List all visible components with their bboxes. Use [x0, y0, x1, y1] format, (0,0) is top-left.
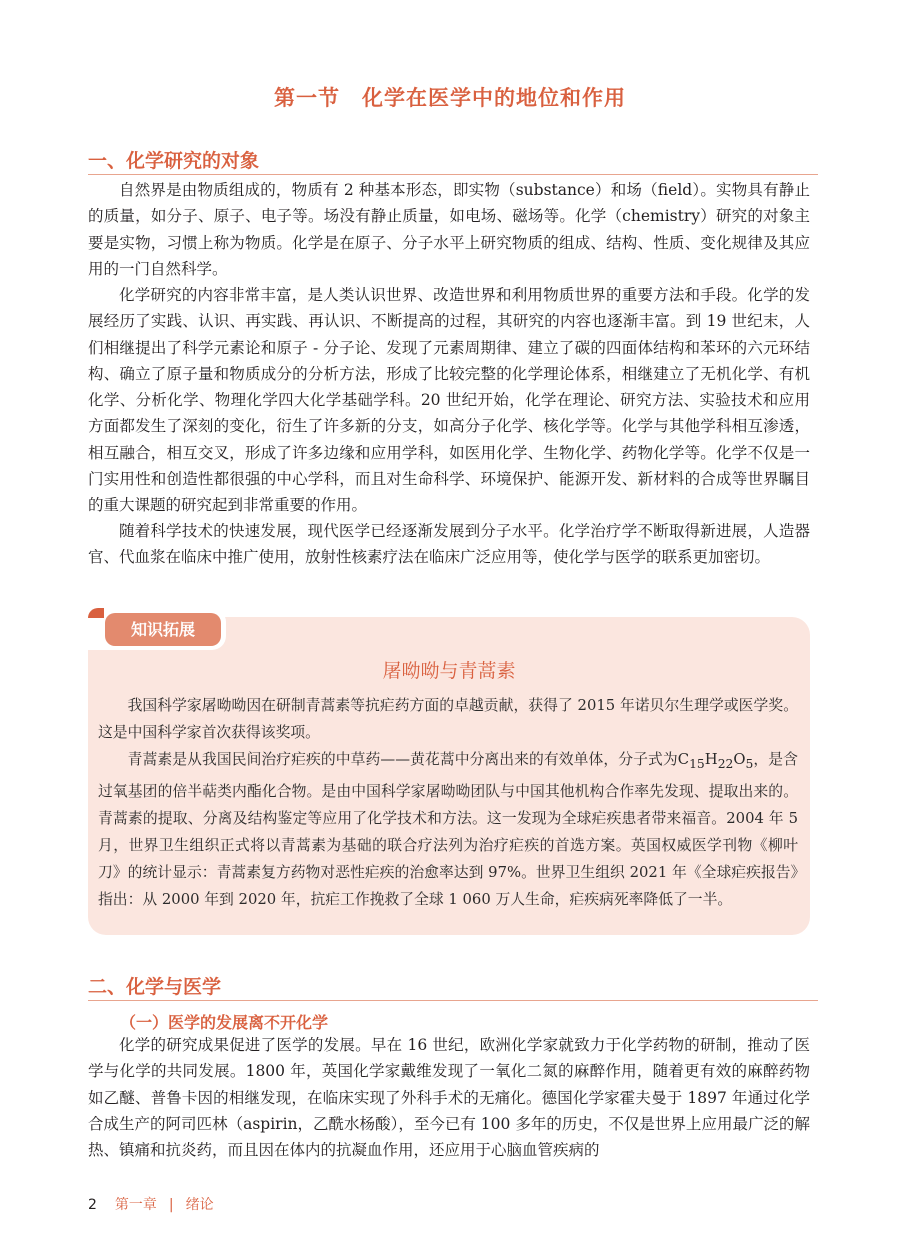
- section-heading-2-text: 二、化学与医学: [88, 976, 222, 998]
- footer-separator: |: [168, 1197, 174, 1213]
- formula-c-sub: 15: [689, 756, 705, 771]
- formula: [677, 751, 754, 771]
- paragraph: 自然界是由物质组成的，物质有 2 种基本形态，即实物（substance）和场（field）。实物具有静止的质量，如分子、原子、电子等。场没有静止质量，如电场、磁场等。化学（chemistry）研究的对象主要是实物，习惯上称为物质。化学是在原子、分子水平上研究物质的组成、结构、性质、变化规律及其应用的一门自然科学。: [88, 181, 810, 278]
- paragraph: 化学的研究成果促进了医学的发展。早在 16 世纪，欧洲化学家就致力于化学药物的研制，推动了医学与化学的共同发展。1800 年，英国化学家戴维发现了一氧化二氮的麻醉作用，随着更有效的麻醉药物如乙醚、普鲁卡因的相继发现，在临床实现了外科手术的无痛化。德国化学家霍夫曼于 1897 年通过化学合成生产的阿司匹林（aspirin，乙酰水杨酸），至今已有 100 多年的历史，不仅是世界上应用最广泛的解热、镇痛和抗炎药，而且因在体内的抗凝血作用，还应用于心脑血管疾病的: [88, 1036, 810, 1160]
- paragraph: 化学研究的内容非常丰富，是人类认识世界、改造世界和利用物质世界的重要方法和手段。化学的发展经历了实践、认识、再实践、再认识、不断提高的过程，其研究的内容也逐渐丰富。到 19 世纪末，人们相继提出了科学元素论和原子 - 分子论、发现了元素周期律、建立了碳的四面体结构和苯环的六元环结构、确立了原子量和物质成分的分析方法，形成了比较完整的化学理论体系，相继建立了无机化学、有机化学、分析化学、物理化学四大化学基础学科。20 世纪开始，化学在理论、研究方法、实验技术和应用方面都发生了深刻的变化，衍生了许多新的分支，如高分子化学、核化学等。化学与其他学科相互渗透，相互融合，相互交叉，形成了许多边缘和应用学科，如医用化学、生物化学、药物化学等。化学不仅是一门实用性和创造性都很强的中心学科，而且对生命科学、环境保护、能源开发、新材料的合成等世界瞩目的重大课题的研究起到非常重要的作用。: [88, 286, 810, 515]
- formula-h-sub: 22: [717, 756, 734, 771]
- formula-c: C: [677, 751, 690, 768]
- section-heading-2: [88, 972, 818, 999]
- knowledge-box-tab-accent: [88, 608, 104, 618]
- page-title: 第一节 化学在医学中的地位和作用: [274, 86, 626, 110]
- knowledge-box-tab-label: 知识拓展: [105, 613, 221, 646]
- knowledge-box-title: 屠呦呦与青蒿素: [382, 660, 516, 682]
- section-rule: [88, 1000, 818, 1001]
- section-rule: [88, 174, 818, 175]
- footer-chapter: 第一章: [114, 1197, 157, 1213]
- box-paragraph-lead: 青蒿素是从我国民间治疗疟疾的中草药——黄花蒿中分离出来的有效单体，分子式为: [127, 751, 678, 768]
- sub-heading: （一）医学的发展离不开化学: [120, 1013, 329, 1032]
- box-paragraph: [98, 746, 798, 913]
- page-number: 2: [88, 1197, 97, 1213]
- box-paragraph-rest: ，是含过氧基团的倍半萜类内酯化合物。是由中国科学家屠呦呦团队与中国其他机构合作率先发现、提取出来的。青蒿素的提取、分离及结构鉴定等应用了化学技术和方法。这一发现为全球疟疾患者带来福音。2004 年 5 月，世界卫生组织正式将以青蒿素为基础的联合疗法列为治疗疟疾的首选方案。英国权威医学刊物《柳叶刀》的统计显示：青蒿素复方药物对恶性疟疾的治愈率达到 97%。世界卫生组织 2021 年《全球疟疾报告》指出：从 2000 年到 2020 年，抗疟工作挽救了全球 1 060 万人生命，疟疾病死率降低了一半。: [98, 751, 798, 908]
- footer-topic: 绪论: [185, 1197, 214, 1213]
- paragraph: 随着科学技术的快速发展，现代医学已经逐渐发展到分子水平。化学治疗学不断取得新进展，人造器官、代血浆在临床中推广使用，放射性核素疗法在临床广泛应用等，使化学与医学的联系更加密切。: [88, 522, 810, 567]
- formula-o: O: [733, 751, 746, 768]
- section-heading-1: [88, 146, 818, 173]
- box-paragraph: 我国科学家屠呦呦因在研制青蒿素等抗疟药方面的卓越贡献，获得了 2015 年诺贝尔生理学或医学奖。这是中国科学家首次获得该奖项。: [98, 697, 798, 741]
- formula-h: H: [704, 751, 718, 768]
- section-heading-1-text: 一、化学研究的对象: [88, 150, 260, 172]
- formula-o-sub: 5: [745, 756, 754, 771]
- page-footer: [88, 1194, 214, 1214]
